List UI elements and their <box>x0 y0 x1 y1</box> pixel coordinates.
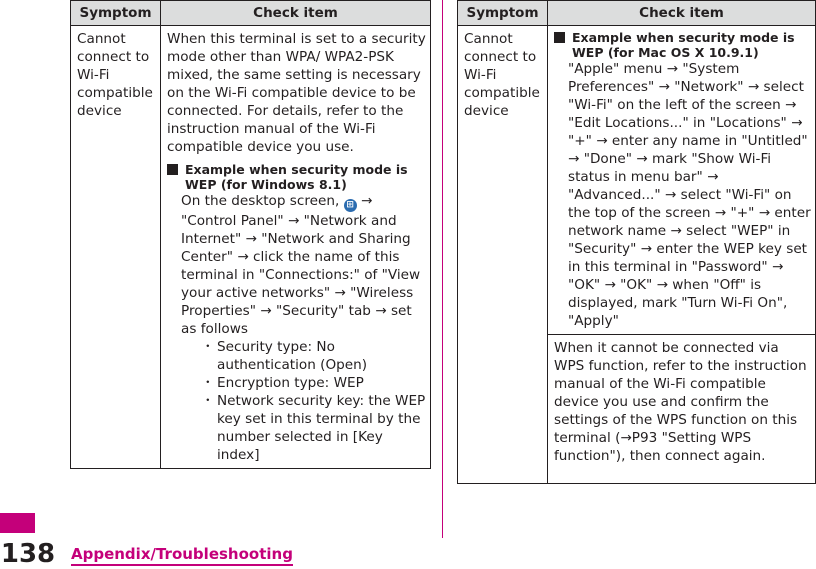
settings-list <box>181 338 426 464</box>
list-item: ・ Encryption type: WEP <box>201 375 364 391</box>
header-check-item: Check item <box>161 1 431 26</box>
symptom-cell: Cannot connect to Wi-Fi compatible device <box>458 26 548 484</box>
troubleshooting-table-left <box>70 0 431 469</box>
wps-note-cell: When it cannot be connected via WPS function, refer to the instruction manual of the Wi-Fi compatible device you use and confirm the settings of the WPS function on this terminal (→P93 "Setting WPS function"), then connect again. <box>548 335 816 484</box>
header-check-item: Check item <box>548 1 816 26</box>
mac-steps: "Apple" menu → "System Preferences" → "Network" → select "Wi-Fi" on the left of the screen → "Edit Locations..." in "Locations" → "+" → enter any name in "Untitled" → "Done" → mark "Show Wi-Fi status in menu bar" → "Advanced..." → select "Wi-Fi" on the top of the screen → "+" → enter network name → select "WEP" in "Security" → enter the WEP key set in this terminal in "Password" → "OK" → "OK" → when "Off" is displayed, mark "Turn Wi-Fi On", "Apply" <box>568 61 811 329</box>
intro-text: When this terminal is set to a security mode other than WPA/ WPA2-PSK mixed, the same setting is necessary on the Wi-Fi compatible device to be connected. For details, refer to the instruction manual of the Wi-Fi compatible device you use. <box>167 31 426 155</box>
symptom-cell: Cannot connect to Wi-Fi compatible device <box>71 26 161 469</box>
black-square-icon <box>167 164 178 175</box>
example-subheading: Example when security mode is WEP (for Mac OS X 10.9.1) <box>554 30 811 60</box>
section-title: Appendix/Troubleshooting <box>71 545 293 566</box>
black-square-icon <box>554 32 565 43</box>
windows-steps: On the desktop screen, ⊞ → "Control Panel" → "Network and Internet" → "Network and Sharing Center" → click the name of this terminal in "Connections:" of "View your active networks" → "Wireless Properties" → "Security" tab → set as follows ・ Security type: No authentication (Open) ・ Encryption type: WEP ・ Network security key: the WEP key set in this terminal by the number selected in [Key index] <box>181 193 426 463</box>
check-item-cell <box>161 26 431 469</box>
header-symptom: Symptom <box>71 1 161 26</box>
list-item: ・ Security type: No authentication (Open) <box>201 339 368 373</box>
list-item: ・ Network security key: the WEP key set in this terminal by the number selected in [Key index] <box>201 393 426 463</box>
section-tab-marker <box>0 513 35 533</box>
table-row <box>458 26 816 335</box>
table-header-row <box>458 1 816 26</box>
header-symptom: Symptom <box>458 1 548 26</box>
troubleshooting-table-right <box>457 0 816 484</box>
column-divider <box>442 0 443 538</box>
table-row <box>71 26 431 469</box>
windows-logo-icon: ⊞ <box>344 199 357 212</box>
table-header-row <box>71 1 431 26</box>
example-subheading: Example when security mode is WEP (for Windows 8.1) <box>167 162 426 192</box>
check-item-cell <box>548 26 816 335</box>
page-number: 138 <box>0 539 56 569</box>
